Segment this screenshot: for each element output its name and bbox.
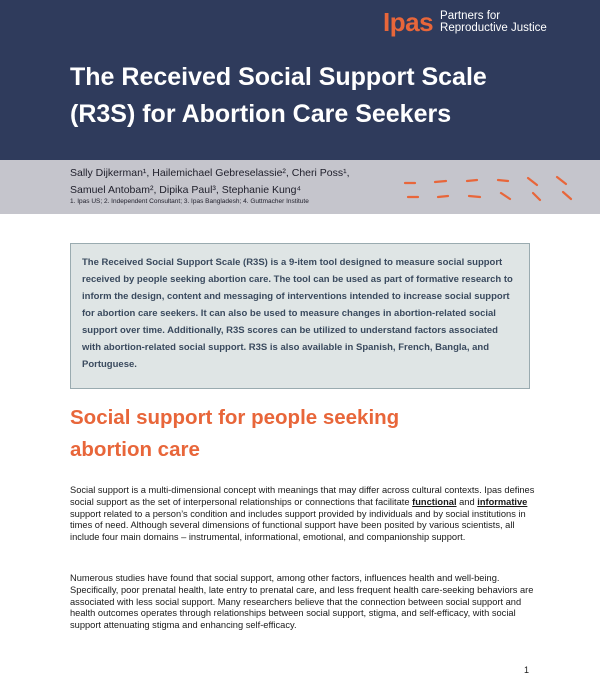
decorative-dash-pattern-icon [395,170,595,206]
section-heading [70,402,530,466]
brand-tagline-line2: Reproductive Justice [440,22,547,34]
author-band [0,160,600,214]
section-heading-line2: abortion care [70,438,200,461]
summary-text: The Received Social Support Scale (R3S) is a 9-item tool designed to measure social support received by people seeking abortion care. The tool can be used as part of formative research to inform the design, content and messaging of interventions intended to increase social support for abortion care seekers. It can also be used to measure changes in abortion-related social support over time. Additionally, R3S scores can be utilized to understand factors associated with abortion-related social support. R3S is also available in Spanish, French, Bangla, and Portuguese. [82,257,513,370]
body-p1-text-c: support related to a person’s condition and includes support provided by individuals and by social institutions in times of need. Although several dimensions of functional support have been posited by various scientists, all include four main domains – instrumental, informational, emotional, and companionship support. [70,508,526,543]
body-paragraph-2: Numerous studies have found that social support, among other factors, influences health and well-being. Specifically, poor prenatal health, late entry to prenatal care, and less frequent health care-seeking behaviors are associated with less social support. Many researchers believe that the connection between social support and health outcomes operates through relationships between social support, stigma, and self-efficacy, with social support attenuating stigma and enhancing self-efficacy. [70,573,534,631]
summary-box [70,243,530,389]
author-list-line1: Sally Dijkerman¹, Hailemichael Gebreselassie², Cheri Poss¹, [70,167,350,179]
body-p1-text-a: Social support is a multi-dimensional concept with meanings that may differ across cultural contexts. Ipas defines social support as the set of interpersonal relationships or connections that facilitate [70,485,535,507]
brand-name: Ipas [383,7,434,37]
functional-link[interactable]: functional [412,496,457,507]
body-p1-text-b: and [456,496,478,507]
informative-link[interactable]: informative [477,496,528,507]
section-heading-line1: Social support for people seeking [70,406,400,429]
page-title [70,59,570,133]
page-title-line1: The Received Social Support Scale [70,63,487,91]
brand-logo[interactable] [383,9,547,35]
brand-tagline [440,10,547,34]
page-number: 1 [524,665,530,675]
brand-tagline-line1: Partners for [440,10,501,22]
author-list [70,165,350,199]
author-list-line2: Samuel Antobam², Dipika Paul³, Stephanie Kung⁴ [70,184,301,196]
page-title-line2: (R3S) for Abortion Care Seekers [70,100,452,128]
body-paragraph-1 [70,485,535,544]
affiliations: 1. Ipas US; 2. Independent Consultant; 3. Ipas Bangladesh; 4. Guttmacher Institute [70,198,309,205]
header-banner [0,0,600,160]
